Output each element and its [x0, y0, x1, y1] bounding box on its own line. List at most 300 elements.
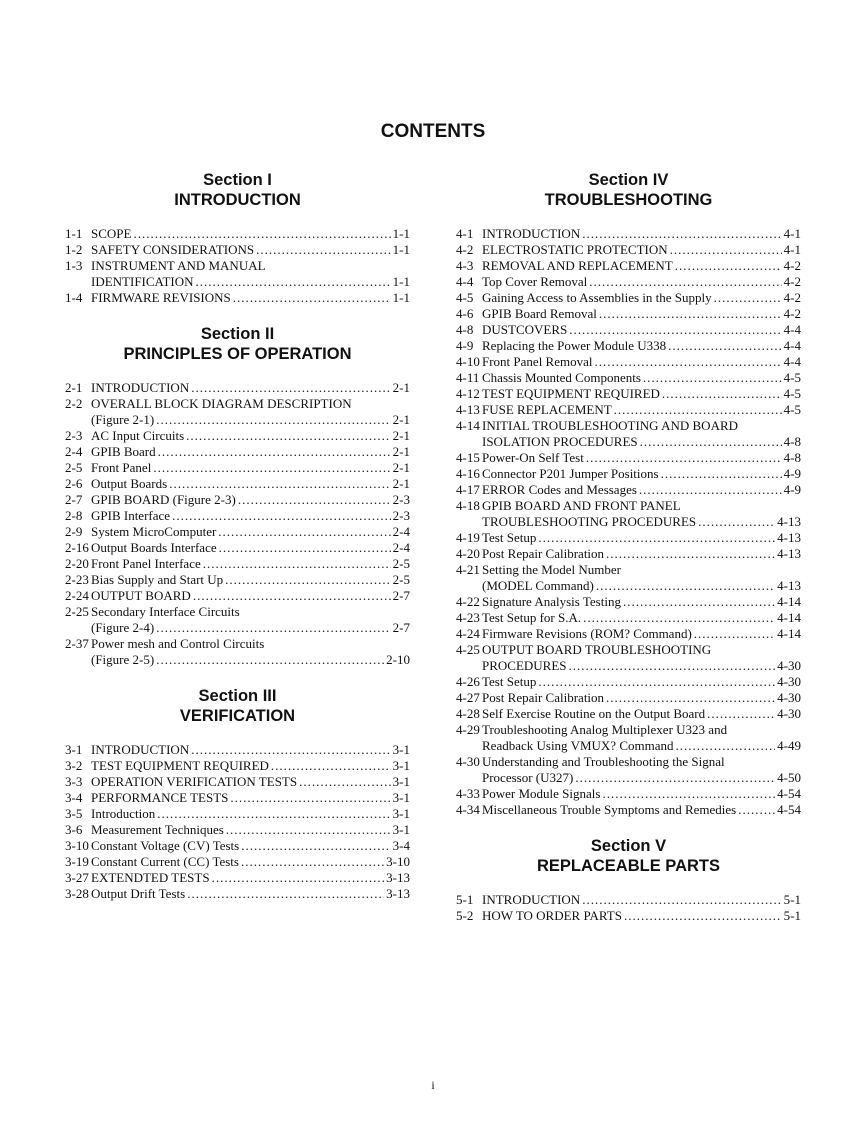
section-name: Section I — [203, 171, 272, 189]
toc-entry-number: 4-17 — [456, 482, 480, 497]
section-heading — [65, 324, 410, 364]
toc-entry-title: Self Exercise Routine on the Output Board — [482, 706, 706, 721]
toc-entry-page: 3-1 — [392, 822, 410, 837]
toc-entry[interactable] — [456, 514, 801, 530]
toc-entry[interactable] — [456, 722, 801, 738]
toc-entry-title: Chassis Mounted Components — [482, 370, 641, 385]
toc-entry[interactable] — [456, 338, 801, 354]
toc-entry-title: Understanding and Troubleshooting the Signal — [482, 754, 725, 769]
toc-entry-number: 4-16 — [456, 466, 480, 481]
toc-entry[interactable] — [65, 774, 410, 790]
toc-entry-number: 2-7 — [65, 492, 83, 507]
toc-entry-number: 2-5 — [65, 460, 83, 475]
toc-entry[interactable] — [456, 418, 801, 434]
toc-entry-title: INTRODUCTION — [91, 742, 190, 757]
toc-entry[interactable] — [65, 242, 410, 258]
toc-entry-title: Post Repair Calibration — [482, 546, 605, 561]
toc-entry-page: 2-1 — [392, 380, 410, 395]
toc-entry-title: IDENTIFICATION — [91, 274, 194, 289]
toc-entry-page: 4-14 — [777, 626, 801, 641]
toc-entry-title: TEST EQUIPMENT REQUIRED — [91, 758, 269, 773]
toc-entry[interactable] — [456, 434, 801, 450]
toc-entry-title: HOW TO ORDER PARTS — [482, 908, 622, 923]
toc-entry-title: PROCEDURES — [482, 658, 567, 673]
toc-entry-title: GPIB Board Removal — [482, 306, 597, 321]
toc-entry[interactable] — [456, 578, 801, 594]
dot-leader — [569, 658, 776, 674]
dot-leader — [623, 594, 775, 610]
toc-entry[interactable] — [65, 742, 410, 758]
toc-entry-title: Measurement Techniques — [91, 822, 224, 837]
toc-entry[interactable] — [65, 428, 410, 444]
toc-entry-title: SCOPE — [91, 226, 132, 241]
toc-entry[interactable] — [456, 642, 801, 658]
toc-entry[interactable] — [456, 674, 801, 690]
section-name: Section V — [590, 837, 667, 855]
toc-entry-title: SAFETY CONSIDERATIONS — [91, 242, 255, 257]
toc-entry[interactable] — [65, 258, 410, 274]
toc-entry-number: 4-6 — [456, 306, 474, 321]
toc-entry-number: 4-18 — [456, 498, 480, 513]
toc-entry-title: Test Setup for S.A. — [482, 610, 582, 625]
toc-entry-page: 1-1 — [392, 290, 410, 305]
toc-entry-title: Power mesh and Control Circuits — [91, 636, 265, 651]
toc-entry[interactable] — [65, 652, 410, 668]
toc-entry[interactable] — [456, 786, 801, 802]
toc-entry[interactable] — [65, 604, 410, 620]
toc-entry-page: 4-2 — [783, 274, 801, 289]
dot-leader — [662, 386, 782, 402]
dot-leader — [538, 530, 775, 546]
toc-entry-title: Post Repair Calibration — [482, 690, 605, 705]
toc-entry-page: 3-10 — [386, 854, 410, 869]
toc-entry-page: 4-5 — [783, 370, 801, 385]
toc-entry-number: 4-9 — [456, 338, 474, 353]
toc-entry[interactable] — [456, 226, 801, 242]
toc-entry-page: 1-1 — [392, 226, 410, 241]
toc-entry-number: 3-19 — [65, 854, 89, 869]
toc-entry-number: 4-3 — [456, 258, 474, 273]
section-heading — [65, 686, 410, 726]
toc-entry[interactable] — [456, 908, 801, 924]
toc-entry-page: 2-10 — [386, 652, 410, 667]
toc-entry[interactable] — [65, 380, 410, 396]
toc-entry[interactable] — [65, 758, 410, 774]
toc-entry-page: 4-13 — [777, 530, 801, 545]
toc-entry-title: OUTPUT BOARD — [91, 588, 191, 603]
toc-entry-title: Processor (U327) — [482, 770, 574, 785]
toc-entry-number: 4-26 — [456, 674, 480, 689]
toc-entry-title: TEST EQUIPMENT REQUIRED — [482, 386, 660, 401]
section-subtitle: REPLACEABLE PARTS — [536, 857, 721, 875]
toc-entry-page: 4-13 — [777, 578, 801, 593]
dot-leader — [226, 822, 391, 838]
toc-entry-title: Troubleshooting Analog Multiplexer U323 and — [482, 722, 728, 737]
toc-entry-number: 4-2 — [456, 242, 474, 257]
toc-entry-page: 4-54 — [777, 786, 801, 801]
toc-entry[interactable] — [65, 572, 410, 588]
toc-entry-page: 1-1 — [392, 242, 410, 257]
toc-entry-page: 4-9 — [783, 482, 801, 497]
toc-entry[interactable] — [65, 460, 410, 476]
toc-entry[interactable] — [456, 658, 801, 674]
toc-entry-page: 3-1 — [392, 790, 410, 805]
toc-entry-page: 4-2 — [783, 258, 801, 273]
toc-entry-title: OUTPUT BOARD TROUBLESHOOTING — [482, 642, 712, 657]
toc-entry[interactable] — [65, 870, 410, 886]
dot-leader — [714, 290, 782, 306]
dot-leader — [698, 514, 775, 530]
toc-entry-number: 2-9 — [65, 524, 83, 539]
toc-entry[interactable] — [456, 306, 801, 322]
toc-entry-page: 4-50 — [777, 770, 801, 785]
toc-entry-title: (Figure 2-1) — [91, 412, 155, 427]
toc-entry[interactable] — [65, 492, 410, 508]
right-column — [456, 170, 801, 942]
toc-entry-title: Setting the Model Number — [482, 562, 622, 577]
toc-entry[interactable] — [456, 402, 801, 418]
toc-entry[interactable] — [65, 508, 410, 524]
dot-leader — [639, 482, 782, 498]
dot-leader — [156, 412, 390, 428]
toc-entry-page: 4-4 — [783, 338, 801, 353]
toc-entry-number: 1-1 — [65, 226, 83, 241]
toc-entry-number: 1-4 — [65, 290, 83, 305]
dot-leader — [738, 802, 775, 818]
toc-entry-list — [456, 226, 801, 818]
toc-entry[interactable] — [456, 626, 801, 642]
dot-leader — [169, 476, 390, 492]
dot-leader — [172, 508, 391, 524]
toc-entry-page: 4-1 — [783, 226, 801, 241]
toc-entry-number: 2-4 — [65, 444, 83, 459]
toc-entry-number: 2-1 — [65, 380, 83, 395]
toc-entry[interactable] — [456, 706, 801, 722]
toc-entry-page: 4-2 — [783, 306, 801, 321]
toc-entry-page: 2-5 — [392, 572, 410, 587]
toc-entry-title: Secondary Interface Circuits — [91, 604, 240, 619]
toc-entry-page: 2-5 — [392, 556, 410, 571]
toc-entry-page: 4-4 — [783, 354, 801, 369]
toc-entry-number: 3-2 — [65, 758, 83, 773]
toc-entry-number: 4-21 — [456, 562, 480, 577]
toc-entry[interactable] — [456, 322, 801, 338]
dot-leader — [606, 546, 775, 562]
toc-entry[interactable] — [456, 466, 801, 482]
dot-leader — [219, 540, 391, 556]
dot-leader — [203, 556, 391, 572]
dot-leader — [643, 370, 782, 386]
dot-leader — [675, 258, 782, 274]
toc-entry-title: PERFORMANCE TESTS — [91, 790, 229, 805]
toc-entry-number: 4-19 — [456, 530, 480, 545]
dot-leader — [256, 242, 391, 258]
dot-leader — [668, 338, 782, 354]
toc-entry-page: 4-1 — [783, 242, 801, 257]
toc-entry-page: 2-4 — [392, 524, 410, 539]
toc-entry[interactable] — [456, 450, 801, 466]
toc-entry-title: GPIB Interface — [91, 508, 171, 523]
toc-entry-title: TROUBLESHOOTING PROCEDURES — [482, 514, 697, 529]
dot-leader — [191, 742, 390, 758]
section-subtitle: VERIFICATION — [179, 707, 296, 725]
toc-entry-title: Test Setup — [482, 674, 537, 689]
toc-entry-page: 2-1 — [392, 412, 410, 427]
toc-entry-list — [65, 742, 410, 902]
toc-entry-title: Front Panel Interface — [91, 556, 201, 571]
dot-leader — [602, 786, 775, 802]
section-heading — [65, 170, 410, 210]
toc-entry-title: Gaining Access to Assemblies in the Supply — [482, 290, 712, 305]
dot-leader — [569, 322, 781, 338]
dot-leader — [233, 290, 391, 306]
toc-entry[interactable] — [456, 530, 801, 546]
toc-entry-number: 2-8 — [65, 508, 83, 523]
section-name: Section III — [198, 687, 277, 705]
toc-entry[interactable] — [456, 770, 801, 786]
toc-entry-number: 4-10 — [456, 354, 480, 369]
toc-entry-list — [456, 892, 801, 924]
toc-entry-title: OPERATION VERIFICATION TESTS — [91, 774, 298, 789]
toc-entry-number: 4-33 — [456, 786, 480, 801]
toc-entry-number: 2-23 — [65, 572, 89, 587]
toc-entry-page: 3-1 — [392, 742, 410, 757]
dot-leader — [670, 242, 782, 258]
toc-entry[interactable] — [456, 354, 801, 370]
toc-entry-page: 4-54 — [777, 802, 801, 817]
toc-entry-number: 4-24 — [456, 626, 480, 641]
toc-entry-number: 2-24 — [65, 588, 89, 603]
dot-leader — [230, 790, 390, 806]
toc-entry-title: Firmware Revisions (ROM? Command) — [482, 626, 692, 641]
toc-entry-number: 2-16 — [65, 540, 89, 555]
toc-entry-title: FUSE REPLACEMENT — [482, 402, 612, 417]
toc-entry-page: 2-1 — [392, 460, 410, 475]
toc-entry-title: Top Cover Removal — [482, 274, 588, 289]
toc-entry[interactable] — [456, 610, 801, 626]
dot-leader — [583, 610, 775, 626]
dot-leader — [575, 770, 775, 786]
toc-entry-title: DUSTCOVERS — [482, 322, 568, 337]
toc-entry[interactable] — [456, 802, 801, 818]
toc-entry-number: 2-25 — [65, 604, 89, 619]
toc-entry[interactable] — [456, 370, 801, 386]
toc-entry-number: 3-10 — [65, 838, 89, 853]
dot-leader — [624, 908, 782, 924]
left-column — [65, 170, 410, 920]
toc-entry-number: 1-2 — [65, 242, 83, 257]
toc-entry[interactable] — [65, 412, 410, 428]
toc-entry[interactable] — [65, 588, 410, 604]
toc-entry[interactable] — [65, 620, 410, 636]
dot-leader — [238, 492, 391, 508]
toc-entry[interactable] — [456, 738, 801, 754]
section-subtitle: INTRODUCTION — [174, 191, 301, 209]
toc-entry-title: Miscellaneous Trouble Symptoms and Remedies — [482, 802, 737, 817]
toc-entry-number: 1-3 — [65, 258, 83, 273]
toc-entry[interactable] — [456, 562, 801, 578]
dot-leader — [196, 274, 391, 290]
toc-entry-title: Output Boards Interface — [91, 540, 217, 555]
toc-entry-number: 4-1 — [456, 226, 474, 241]
toc-entry-page: 3-4 — [392, 838, 410, 853]
toc-entry-number: 2-37 — [65, 636, 89, 651]
toc-entry[interactable] — [456, 274, 801, 290]
toc-entry-number: 3-4 — [65, 790, 83, 805]
toc-entry-page: 4-30 — [777, 674, 801, 689]
toc-entry-title: Front Panel — [91, 460, 152, 475]
toc-entry-title: (Figure 2-5) — [91, 652, 155, 667]
toc-entry-title: Introduction — [91, 806, 156, 821]
toc-entry-title: Power Module Signals — [482, 786, 601, 801]
toc-entry-page: 4-4 — [783, 322, 801, 337]
toc-entry[interactable] — [456, 892, 801, 908]
toc-entry-page: 5-1 — [783, 908, 801, 923]
toc-entry-page: 2-4 — [392, 540, 410, 555]
toc-entry-list — [65, 226, 410, 306]
toc-entry-page: 4-5 — [783, 402, 801, 417]
toc-entry-number: 4-14 — [456, 418, 480, 433]
toc-entry[interactable] — [456, 482, 801, 498]
dot-leader — [133, 226, 390, 242]
toc-entry[interactable] — [65, 822, 410, 838]
toc-entry-number: 4-27 — [456, 690, 480, 705]
toc-entry-page: 4-2 — [783, 290, 801, 305]
dot-leader — [191, 380, 390, 396]
toc-entry-title: FIRMWARE REVISIONS — [91, 290, 231, 305]
toc-entry[interactable] — [65, 540, 410, 556]
toc-entry-page: 3-1 — [392, 806, 410, 821]
dot-leader — [193, 588, 391, 604]
toc-entry[interactable] — [65, 274, 410, 290]
toc-entry-number: 4-25 — [456, 642, 480, 657]
toc-entry-title: GPIB BOARD (Figure 2-3) — [91, 492, 236, 507]
dot-leader — [599, 306, 782, 322]
section-subtitle: PRINCIPLES OF OPERATION — [123, 345, 352, 363]
toc-entry-number: 2-20 — [65, 556, 89, 571]
toc-entry-title: ERROR Codes and Messages — [482, 482, 637, 497]
toc-entry-number: 4-30 — [456, 754, 480, 769]
toc-entry-page: 2-1 — [392, 476, 410, 491]
toc-entry[interactable] — [456, 242, 801, 258]
toc-entry-title: Power-On Self Test — [482, 450, 584, 465]
toc-entry[interactable] — [65, 636, 410, 652]
toc-entry[interactable] — [456, 754, 801, 770]
dot-leader — [694, 626, 775, 642]
toc-entry-number: 4-23 — [456, 610, 480, 625]
dot-leader — [589, 274, 781, 290]
toc-entry-title: Output Drift Tests — [91, 886, 186, 901]
toc-entry-page: 5-1 — [783, 892, 801, 907]
toc-entry-title: Front Panel Removal — [482, 354, 593, 369]
dot-leader — [675, 738, 775, 754]
toc-entry[interactable] — [65, 444, 410, 460]
toc-entry-page: 4-30 — [777, 706, 801, 721]
dot-leader — [186, 428, 390, 444]
toc-entry[interactable] — [456, 386, 801, 402]
dot-leader — [153, 460, 390, 476]
toc-entry-number: 5-1 — [456, 892, 474, 907]
page-title: CONTENTS — [380, 121, 486, 142]
toc-entry-number: 4-34 — [456, 802, 480, 817]
toc-entry-page: 2-7 — [392, 588, 410, 603]
toc-entry-title: GPIB Board — [91, 444, 156, 459]
toc-entry[interactable] — [65, 806, 410, 822]
toc-entry-page: 2-1 — [392, 444, 410, 459]
toc-entry[interactable] — [456, 290, 801, 306]
toc-entry-page: 3-13 — [386, 870, 410, 885]
toc-entry[interactable] — [65, 556, 410, 572]
section-name: Section II — [200, 325, 275, 343]
dot-leader — [606, 690, 775, 706]
toc-entry-number: 4-28 — [456, 706, 480, 721]
toc-entry-page: 4-13 — [777, 546, 801, 561]
toc-entry[interactable] — [65, 854, 410, 870]
toc-entry-title: INTRODUCTION — [482, 226, 581, 241]
toc-entry[interactable] — [65, 226, 410, 242]
toc-entry[interactable] — [456, 594, 801, 610]
toc-entry[interactable] — [65, 790, 410, 806]
toc-entry[interactable] — [65, 524, 410, 540]
dot-leader — [212, 870, 385, 886]
toc-entry-title: Constant Current (CC) Tests — [91, 854, 239, 869]
toc-entry-page: 4-5 — [783, 386, 801, 401]
toc-entry-title: AC Input Circuits — [91, 428, 185, 443]
toc-entry-title: EXTENDTED TESTS — [91, 870, 210, 885]
toc-entry-title: ELECTROSTATIC PROTECTION — [482, 242, 668, 257]
toc-entry-number: 4-20 — [456, 546, 480, 561]
toc-entry-title: Connector P201 Jumper Positions — [482, 466, 659, 481]
section-name: Section IV — [588, 171, 669, 189]
toc-entry[interactable] — [456, 690, 801, 706]
toc-entry[interactable] — [65, 290, 410, 306]
toc-entry-page: 4-9 — [783, 466, 801, 481]
toc-entry[interactable] — [65, 396, 410, 412]
toc-entry-page: 2-1 — [392, 428, 410, 443]
dot-leader — [156, 652, 384, 668]
toc-entry[interactable] — [65, 886, 410, 902]
toc-entry[interactable] — [456, 498, 801, 514]
toc-entry-number: 2-3 — [65, 428, 83, 443]
toc-entry-title: Signature Analysis Testing — [482, 594, 621, 609]
dot-leader — [157, 806, 390, 822]
toc-entry-title: REMOVAL AND REPLACEMENT — [482, 258, 673, 273]
toc-entry[interactable] — [456, 546, 801, 562]
toc-entry-number: 3-1 — [65, 742, 83, 757]
toc-entry-page: 3-1 — [392, 758, 410, 773]
toc-entry-page: 4-8 — [783, 450, 801, 465]
page-number: i — [431, 1078, 435, 1092]
toc-entry[interactable] — [456, 258, 801, 274]
dot-leader — [225, 572, 390, 588]
toc-entry-title: INITIAL TROUBLESHOOTING AND BOARD — [482, 418, 739, 433]
toc-entry-list — [65, 380, 410, 668]
dot-leader — [156, 620, 390, 636]
toc-entry-number: 4-11 — [456, 370, 480, 385]
section-heading — [456, 170, 801, 210]
section-subtitle: TROUBLESHOOTING — [544, 191, 713, 209]
dot-leader — [582, 226, 781, 242]
toc-entry-page: 1-1 — [392, 274, 410, 289]
dot-leader — [595, 354, 782, 370]
toc-entry[interactable] — [65, 476, 410, 492]
toc-entry-page: 4-14 — [777, 610, 801, 625]
toc-entry[interactable] — [65, 838, 410, 854]
toc-entry-page: 4-13 — [777, 514, 801, 529]
dot-leader — [596, 578, 775, 594]
toc-entry-title: Readback Using VMUX? Command — [482, 738, 674, 753]
toc-entry-number: 3-27 — [65, 870, 89, 885]
